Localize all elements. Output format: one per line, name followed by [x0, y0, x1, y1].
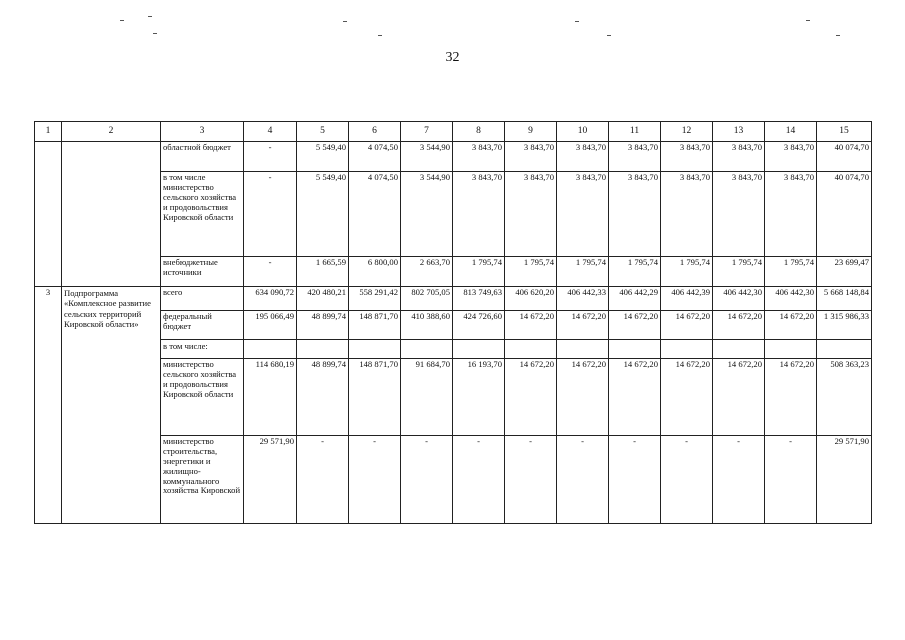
header-cell: 9: [505, 122, 557, 142]
value-cell: [244, 340, 297, 359]
row-label: областной бюджет: [161, 142, 244, 172]
value-cell: 14 672,20: [505, 359, 557, 436]
header-cell: 3: [161, 122, 244, 142]
value-cell: -: [505, 436, 557, 524]
value-cell: -: [765, 436, 817, 524]
value-cell: 16 193,70: [453, 359, 505, 436]
scan-speck: [607, 35, 611, 36]
value-cell: 14 672,20: [713, 359, 765, 436]
value-cell: [401, 340, 453, 359]
index-cell-empty: [35, 142, 62, 287]
row-label: в том числе министерство сельского хозяйства и продовольствия Кировской области: [161, 172, 244, 257]
value-cell: 14 672,20: [765, 359, 817, 436]
table-row: [35, 436, 872, 524]
header-cell: 14: [765, 122, 817, 142]
header-cell: 7: [401, 122, 453, 142]
header-cell: 15: [817, 122, 872, 142]
scan-speck: [148, 16, 152, 17]
value-cell: 1 315 986,33: [817, 311, 872, 340]
value-cell: 424 726,60: [453, 311, 505, 340]
table-row: [35, 142, 872, 172]
value-cell: 14 672,20: [661, 311, 713, 340]
row-label: федеральный бюджет: [161, 311, 244, 340]
value-cell: 14 672,20: [765, 311, 817, 340]
value-cell: [349, 340, 401, 359]
value-cell: 5 549,40: [297, 172, 349, 257]
value-cell: [453, 340, 505, 359]
value-cell: 3 843,70: [765, 172, 817, 257]
value-cell: 3 843,70: [609, 142, 661, 172]
header-row: [35, 122, 872, 142]
scan-speck: [120, 20, 124, 21]
header-cell: 6: [349, 122, 401, 142]
program-name: Подпрограмма «Комплексное развитие сельских территорий Кировской области»: [62, 287, 161, 524]
row-label: всего: [161, 287, 244, 311]
value-cell: 1 665,59: [297, 257, 349, 287]
value-cell: -: [244, 142, 297, 172]
value-cell: -: [244, 257, 297, 287]
value-cell: 195 066,49: [244, 311, 297, 340]
value-cell: 40 074,70: [817, 172, 872, 257]
value-cell: 14 672,20: [713, 311, 765, 340]
value-cell: 3 544,90: [401, 142, 453, 172]
value-cell: 3 843,70: [713, 142, 765, 172]
table-row: [35, 257, 872, 287]
value-cell: 40 074,70: [817, 142, 872, 172]
value-cell: -: [609, 436, 661, 524]
value-cell: [557, 340, 609, 359]
value-cell: 406 442,30: [713, 287, 765, 311]
value-cell: [505, 340, 557, 359]
value-cell: 148 871,70: [349, 359, 401, 436]
value-cell: 5 668 148,84: [817, 287, 872, 311]
value-cell: 14 672,20: [505, 311, 557, 340]
value-cell: 6 800,00: [349, 257, 401, 287]
scan-speck: [575, 21, 579, 22]
value-cell: 4 074,50: [349, 142, 401, 172]
table-row: [35, 172, 872, 257]
value-cell: -: [349, 436, 401, 524]
scan-speck: [806, 20, 810, 21]
value-cell: 406 442,39: [661, 287, 713, 311]
value-cell: 1 795,74: [505, 257, 557, 287]
value-cell: 114 680,19: [244, 359, 297, 436]
page-number: 32: [445, 50, 460, 65]
table-row: [35, 340, 872, 359]
value-cell: 91 684,70: [401, 359, 453, 436]
value-cell: 3 843,70: [661, 142, 713, 172]
value-cell: [817, 340, 872, 359]
value-cell: -: [661, 436, 713, 524]
value-cell: [765, 340, 817, 359]
header-cell: 2: [62, 122, 161, 142]
table-row: [35, 359, 872, 436]
value-cell: 14 672,20: [609, 359, 661, 436]
value-cell: 23 699,47: [817, 257, 872, 287]
value-cell: 14 672,20: [557, 311, 609, 340]
row-label: министерство строительства, энергетики и жилищно-коммунального хозяйства Кировской: [161, 436, 244, 524]
value-cell: 410 388,60: [401, 311, 453, 340]
value-cell: -: [557, 436, 609, 524]
value-cell: 48 899,74: [297, 311, 349, 340]
value-cell: 420 480,21: [297, 287, 349, 311]
value-cell: 3 843,70: [609, 172, 661, 257]
value-cell: -: [401, 436, 453, 524]
value-cell: -: [244, 172, 297, 257]
scan-speck: [836, 35, 840, 36]
value-cell: 1 795,74: [557, 257, 609, 287]
scan-speck: [153, 33, 157, 34]
value-cell: 406 442,33: [557, 287, 609, 311]
scan-speck: [343, 21, 347, 22]
value-cell: 558 291,42: [349, 287, 401, 311]
value-cell: 3 843,70: [713, 172, 765, 257]
row-label: внебюджетные источники: [161, 257, 244, 287]
value-cell: 2 663,70: [401, 257, 453, 287]
value-cell: 29 571,90: [817, 436, 872, 524]
value-cell: 29 571,90: [244, 436, 297, 524]
row-index: 3: [35, 287, 62, 524]
value-cell: 406 442,29: [609, 287, 661, 311]
value-cell: 813 749,63: [453, 287, 505, 311]
value-cell: 14 672,20: [557, 359, 609, 436]
scan-speck: [378, 35, 382, 36]
header-cell: 10: [557, 122, 609, 142]
value-cell: 3 843,70: [765, 142, 817, 172]
value-cell: 4 074,50: [349, 172, 401, 257]
value-cell: 14 672,20: [609, 311, 661, 340]
value-cell: 406 442,30: [765, 287, 817, 311]
value-cell: 3 843,70: [453, 172, 505, 257]
row-label: министерство сельского хозяйства и продовольствия Кировской области: [161, 359, 244, 436]
header-cell: 11: [609, 122, 661, 142]
header-cell: 13: [713, 122, 765, 142]
value-cell: 1 795,74: [609, 257, 661, 287]
table-row: [35, 311, 872, 340]
value-cell: 1 795,74: [453, 257, 505, 287]
value-cell: [609, 340, 661, 359]
header-cell: 8: [453, 122, 505, 142]
table-row: [35, 287, 872, 311]
value-cell: 1 795,74: [713, 257, 765, 287]
value-cell: 3 843,70: [505, 172, 557, 257]
value-cell: 148 871,70: [349, 311, 401, 340]
value-cell: -: [713, 436, 765, 524]
value-cell: 5 549,40: [297, 142, 349, 172]
value-cell: 3 544,90: [401, 172, 453, 257]
header-cell: 4: [244, 122, 297, 142]
budget-table: [34, 121, 872, 524]
value-cell: 3 843,70: [557, 142, 609, 172]
row-label: в том числе:: [161, 340, 244, 359]
value-cell: 508 363,23: [817, 359, 872, 436]
value-cell: 1 795,74: [765, 257, 817, 287]
value-cell: 3 843,70: [505, 142, 557, 172]
value-cell: [297, 340, 349, 359]
value-cell: 48 899,74: [297, 359, 349, 436]
value-cell: 802 705,05: [401, 287, 453, 311]
value-cell: [713, 340, 765, 359]
value-cell: -: [453, 436, 505, 524]
value-cell: 634 090,72: [244, 287, 297, 311]
value-cell: -: [297, 436, 349, 524]
value-cell: 3 843,70: [453, 142, 505, 172]
header-cell: 5: [297, 122, 349, 142]
program-cell-empty: [62, 142, 161, 287]
value-cell: 1 795,74: [661, 257, 713, 287]
header-cell: 1: [35, 122, 62, 142]
value-cell: 406 620,20: [505, 287, 557, 311]
value-cell: 14 672,20: [661, 359, 713, 436]
value-cell: 3 843,70: [661, 172, 713, 257]
value-cell: 3 843,70: [557, 172, 609, 257]
value-cell: [661, 340, 713, 359]
header-cell: 12: [661, 122, 713, 142]
